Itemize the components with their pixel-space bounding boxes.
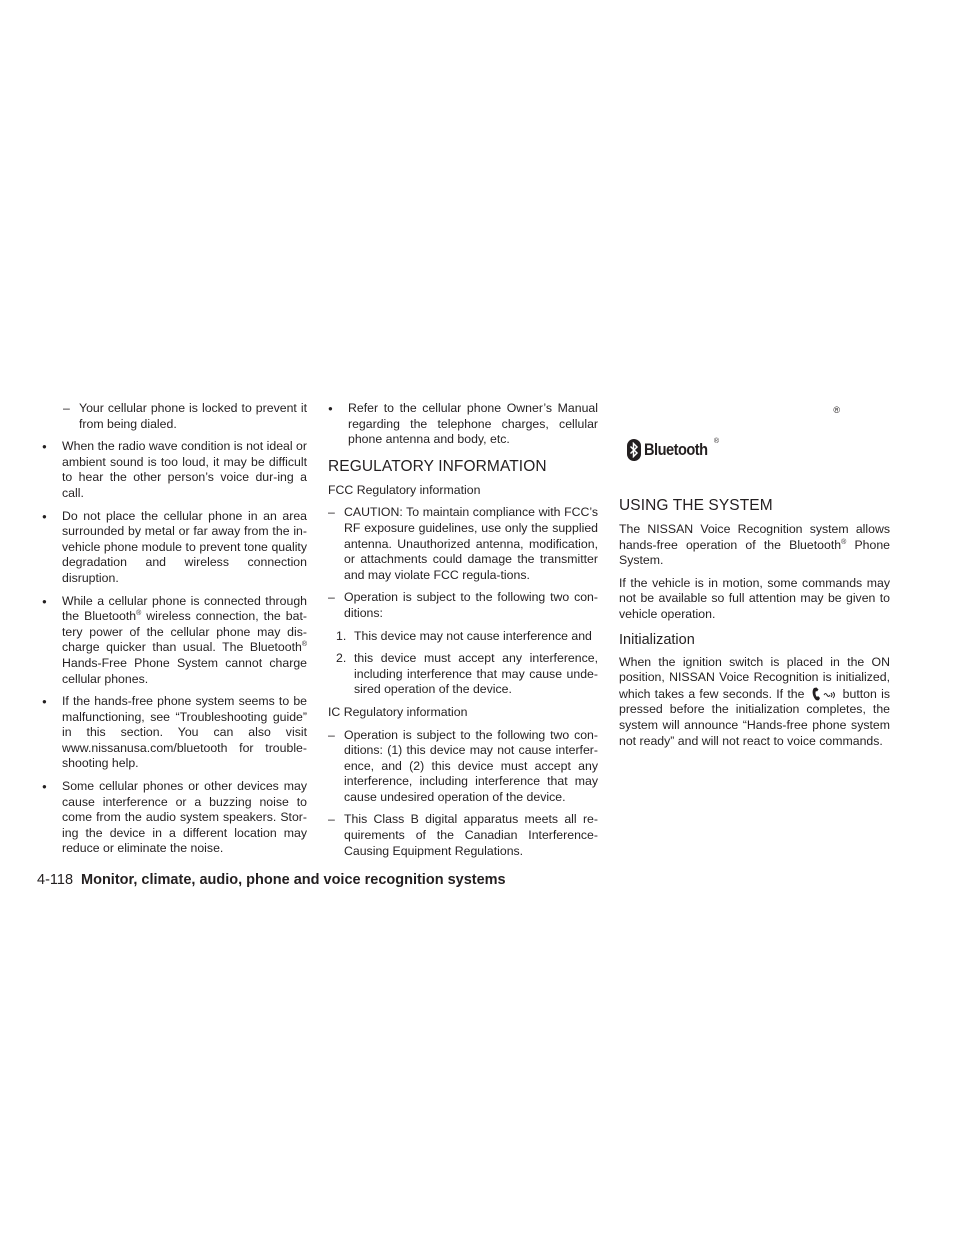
list-item: – Operation is subject to the following two con-ditions: (1) this device may not cause interfer-ence, and (2) this device must accept any interference, including interference that may cause undesired operation of the device. [328, 728, 598, 806]
paragraph: When the ignition switch is placed in the ON position, NISSAN Voice Recognition is initialized, which takes a few seconds. If the button is pressed before the initialization completes, the system will announce “Hands-free phone system not ready” and will not react to voice commands. [619, 654, 890, 748]
registered-mark: ® [841, 538, 847, 546]
paragraph: If the vehicle is in motion, some commands may not be available so full attention may be given to vehicle operation. [619, 575, 890, 621]
list-item: ● Some cellular phones or other devices may cause interference or a buzzing noise to come from the audio system speakers. Stor-ing the device in a different location may reduce or eliminate the noise. [42, 779, 307, 857]
bluetooth-logo [627, 439, 719, 461]
section-heading-using-system: USING THE SYSTEM [619, 497, 773, 514]
list-item: ● Do not place the cellular phone in an area surrounded by metal or far away from the in-vehicle phone module to prevent tone quality degradation and wireless connection disruption. [42, 509, 307, 587]
list-item: ● When the radio wave condition is not ideal or ambient sound is too loud, it may be difficult to hear the other person’s voice dur-ing a call. [42, 439, 307, 501]
fcc-label: FCC Regulatory information [328, 482, 481, 497]
page-footer [37, 871, 506, 889]
list-item: – CAUTION: To maintain compliance with FCC’s RF exposure guidelines, use only the supplied antenna. Unauthorized antenna, modification, or attachments could damage the transmitter and may violate FCC regula-tions. [328, 505, 598, 583]
page-number: 4-118 [37, 872, 74, 888]
list-item: – Your cellular phone is locked to prevent it from being dialed. [42, 401, 307, 432]
registered-mark: ® [301, 641, 307, 649]
registered-mark: ® [713, 438, 720, 446]
section-heading-regulatory: REGULATORY INFORMATION [328, 457, 547, 475]
paragraph: The NISSAN Voice Recognition system allows hands-free operation of the Bluetooth® Phone System. [619, 522, 890, 568]
column-left [42, 401, 307, 864]
list-item: ● If the hands-free phone system seems to be malfunctioning, see “Troubleshooting guide” in this section. You can also visit www.nissanusa.com/bluetooth for trouble-shooting help. [42, 694, 307, 772]
ic-label: IC Regulatory information [328, 704, 468, 719]
list-item: ● While a cellular phone is connected through the Bluetooth® wireless connection, the bat-tery power of the cellular phone may dis-charge quicker than usual. The Bluetooth® Hands-Free Phone System cannot charge cellular phones. [42, 594, 307, 688]
registered-mark: ® [136, 610, 142, 618]
column-right [619, 401, 890, 756]
numbered-item: 1. This device may not cause interference and [336, 628, 592, 643]
bluetooth-wordmark: Bluetooth [644, 440, 708, 460]
chapter-title: Monitor, climate, audio, phone and voice recognition systems [81, 872, 506, 888]
registered-mark: ® [833, 405, 840, 415]
list-item: – This Class B digital apparatus meets all re-quirements of the Canadian Interference-Causing Equipment Regulations. [328, 812, 598, 859]
bluetooth-icon [627, 439, 641, 461]
list-item: – Operation is subject to the following two con-ditions: [328, 590, 598, 621]
numbered-item: 2. this device must accept any interference, including interference that may cause unde-sired operation of the device. [336, 651, 598, 697]
column-middle [328, 401, 598, 866]
bluetooth-logo-area [619, 401, 890, 487]
phone-talk-icon [811, 686, 839, 702]
subheading-initialization: Initialization [619, 631, 695, 648]
list-item: ● Refer to the cellular phone Owner’s Manual regarding the telephone charges, cellular phone antenna and body, etc. [328, 401, 598, 448]
